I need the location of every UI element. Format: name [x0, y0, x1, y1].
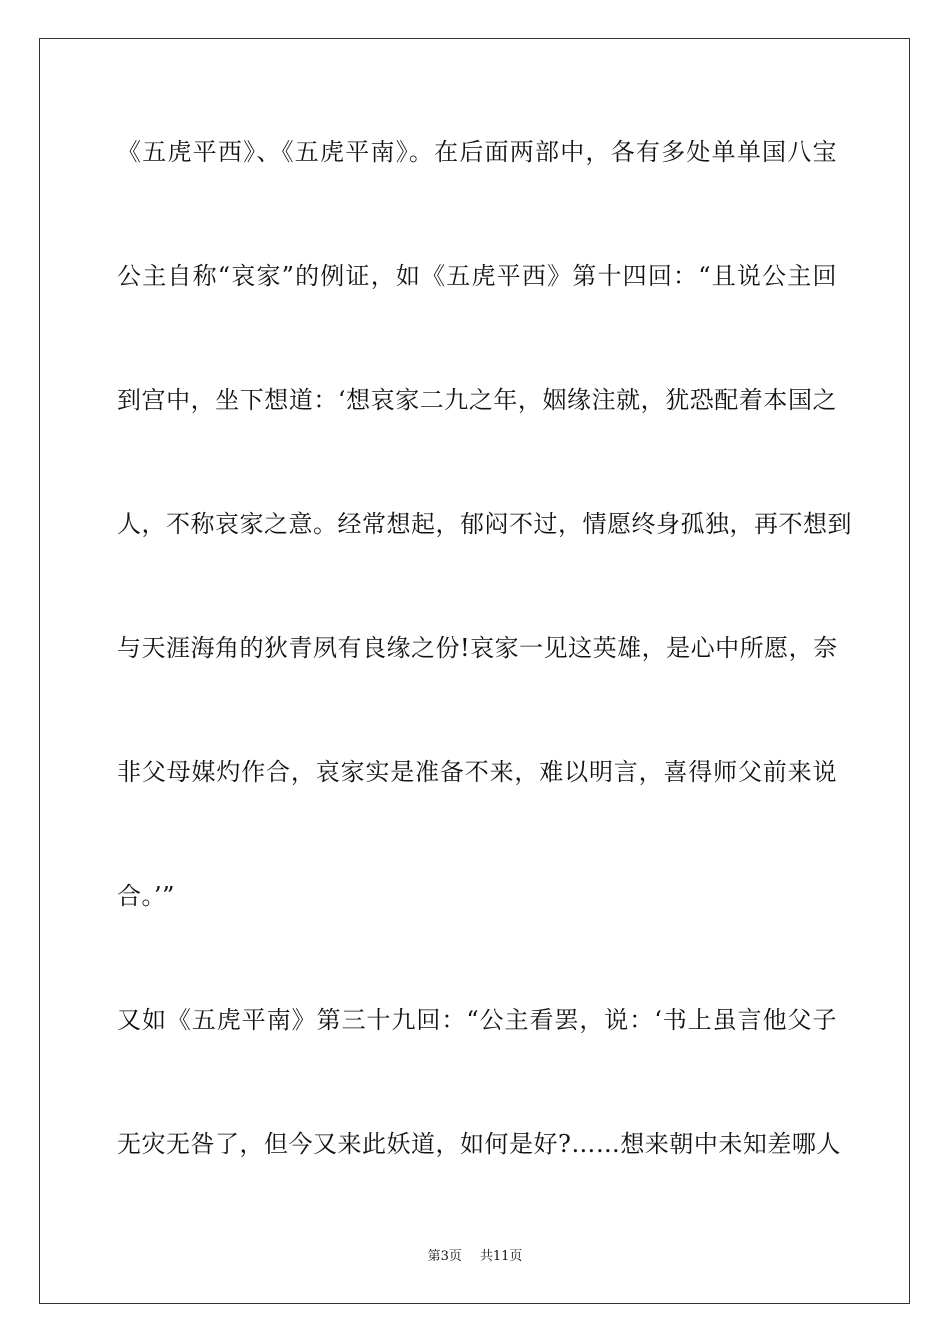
text-line-5: 与天涯海角的狄青夙有良缘之份!哀家一见这英雄，是心中所愿，奈	[117, 634, 838, 662]
text-line-8: 又如《五虎平南》第三十九回：“公主看罢，说：‘书上虽言他父子	[117, 1006, 837, 1034]
text-line-7: 合。’”	[117, 882, 175, 910]
text-line-2: 公主自称“哀家”的例证，如《五虎平西》第十四回：“且说公主回	[117, 262, 837, 290]
page-number: 第3页	[427, 1249, 462, 1264]
page-total: 共11页	[479, 1249, 523, 1264]
page-footer	[0, 1248, 950, 1266]
page-border	[39, 38, 910, 1304]
text-line-1: 《五虎平西》、《五虎平南》。在后面两部中，各有多处单单国八宝	[117, 138, 837, 166]
text-line-3: 到宫中，坐下想道：‘想哀家二九之年，姻缘注就，犹恐配着本国之	[117, 386, 837, 414]
text-line-6: 非父母媒灼作合，哀家实是准备不来，难以明言，喜得师父前来说	[117, 758, 837, 786]
text-line-4: 人，不称哀家之意。经常想起，郁闷不过，情愿终身孤独，再不想到	[117, 510, 852, 538]
text-line-9: 无灾无咎了，但今又来此妖道，如何是好?……想来朝中未知差哪人	[117, 1130, 841, 1158]
